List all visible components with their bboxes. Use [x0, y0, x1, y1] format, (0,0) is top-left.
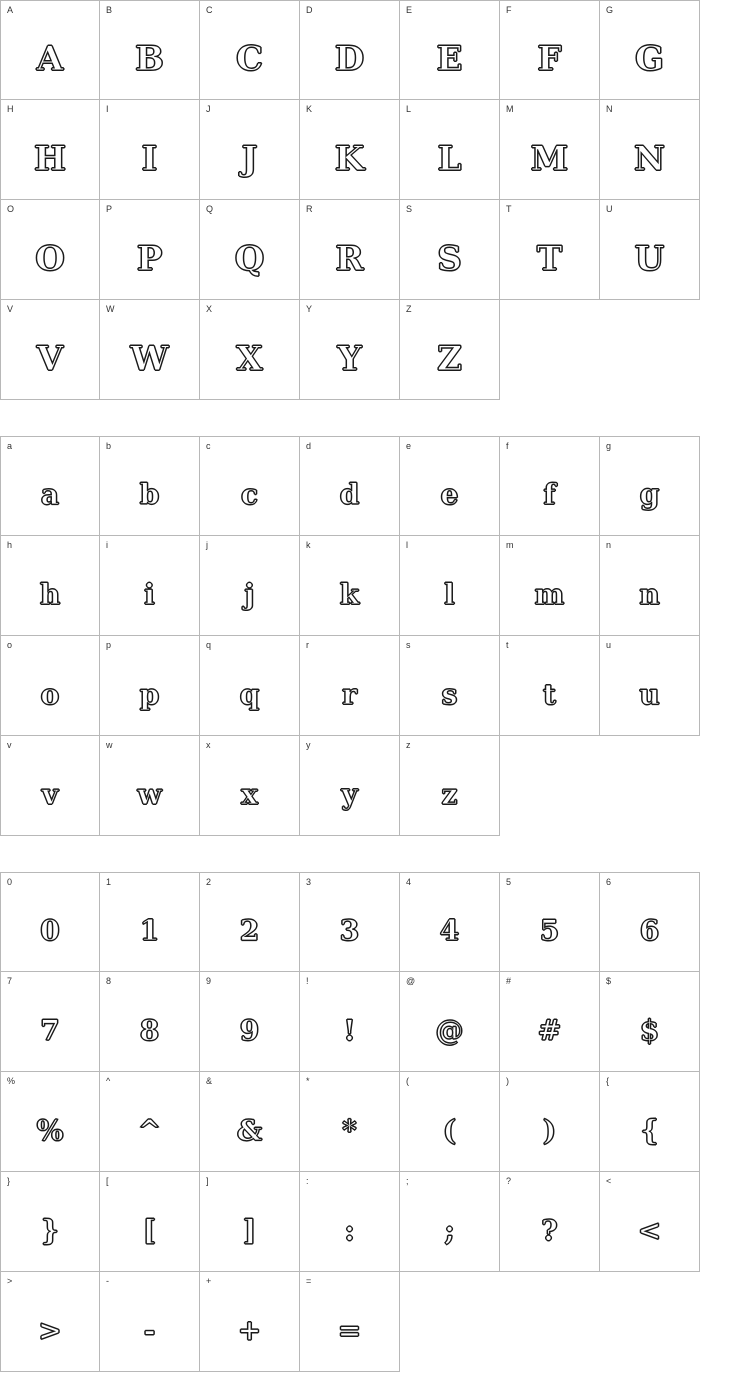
- glyph-render: ]: [242, 1213, 257, 1247]
- glyph-code-label: ;: [406, 1176, 409, 1186]
- glyph-render: K: [334, 138, 365, 179]
- glyph-cell[interactable]: [400, 636, 500, 736]
- glyph-cell[interactable]: [0, 436, 100, 536]
- glyph-cell[interactable]: [300, 300, 400, 400]
- glyph-cell[interactable]: [400, 872, 500, 972]
- glyph-code-label: H: [7, 104, 14, 114]
- glyph-block-digits-and-symbols: [0, 872, 740, 1372]
- glyph-code-label: u: [606, 640, 612, 650]
- glyph-code-label: ]: [206, 1176, 209, 1186]
- glyph-code-label: A: [7, 5, 14, 15]
- glyph-cell-empty: [600, 736, 700, 836]
- glyph-cell[interactable]: [100, 0, 200, 100]
- glyph-cell[interactable]: [200, 200, 300, 300]
- glyph-render: G: [634, 39, 665, 79]
- glyph-code-label: }: [7, 1176, 11, 1186]
- glyph-cell[interactable]: [200, 100, 300, 200]
- glyph-render: N: [633, 138, 666, 179]
- glyph-code-label: q: [206, 640, 212, 650]
- glyph-render: <: [637, 1213, 662, 1247]
- glyph-render: W: [130, 338, 169, 379]
- glyph-code-label: l: [406, 540, 408, 550]
- glyph-cell[interactable]: [500, 1172, 600, 1272]
- glyph-render: X: [236, 338, 263, 379]
- glyph-render: e: [440, 478, 459, 511]
- glyph-cell[interactable]: [0, 872, 100, 972]
- glyph-code-label: 5: [506, 877, 512, 887]
- glyph-cell[interactable]: [100, 536, 200, 636]
- glyph-code-label: n: [606, 540, 612, 550]
- glyph-render: 0: [40, 914, 60, 947]
- glyph-render: Y: [337, 338, 362, 379]
- glyph-cell[interactable]: [0, 200, 100, 300]
- glyph-code-label: <: [606, 1176, 612, 1186]
- glyph-cell[interactable]: [400, 0, 500, 100]
- glyph-cell[interactable]: [300, 100, 400, 200]
- glyph-code-label: &: [206, 1076, 213, 1086]
- glyph-render: h: [39, 577, 61, 611]
- glyph-cell[interactable]: [200, 300, 300, 400]
- glyph-cell[interactable]: [600, 636, 700, 736]
- glyph-cell[interactable]: [600, 100, 700, 200]
- glyph-render: l: [444, 577, 455, 611]
- glyph-cell[interactable]: [300, 736, 400, 836]
- glyph-render: g: [639, 478, 660, 511]
- glyph-code-label: 7: [7, 976, 13, 986]
- glyph-cell-empty: [600, 300, 700, 400]
- glyph-code-label: Q: [206, 204, 214, 214]
- glyph-code-label: s: [406, 640, 411, 650]
- glyph-code-label: 0: [7, 877, 13, 887]
- glyph-cell[interactable]: [300, 1172, 400, 1272]
- glyph-block-lowercase-letters: [0, 436, 740, 836]
- glyph-cell[interactable]: [400, 100, 500, 200]
- glyph-render: F: [537, 39, 562, 79]
- glyph-cell[interactable]: [200, 0, 300, 100]
- glyph-cell[interactable]: [100, 1072, 200, 1172]
- glyph-render: %: [36, 1113, 64, 1147]
- glyph-render: Z: [437, 338, 462, 379]
- block-separator: [0, 836, 740, 872]
- glyph-render: 3: [339, 914, 360, 947]
- glyph-code-label: e: [406, 441, 412, 451]
- glyph-render: 8: [139, 1013, 160, 1047]
- glyph-code-label: (: [406, 1076, 409, 1086]
- glyph-render: ?: [541, 1213, 558, 1247]
- glyph-render: n: [639, 577, 660, 611]
- glyph-row: [0, 1172, 740, 1272]
- glyph-cell[interactable]: [300, 436, 400, 536]
- glyph-cell[interactable]: [0, 1272, 100, 1372]
- glyph-render: j: [244, 577, 255, 611]
- glyph-render: 9: [239, 1013, 260, 1047]
- glyph-row: [0, 1272, 740, 1372]
- glyph-render: H: [33, 138, 67, 179]
- glyph-cell[interactable]: [100, 1172, 200, 1272]
- glyph-cell[interactable]: [0, 1172, 100, 1272]
- glyph-cell[interactable]: [0, 736, 100, 836]
- glyph-code-label: ): [506, 1076, 509, 1086]
- glyph-cell[interactable]: [100, 100, 200, 200]
- glyph-cell-empty: [500, 736, 600, 836]
- glyph-code-label: y: [306, 740, 311, 750]
- glyph-render: -: [143, 1313, 156, 1347]
- glyph-cell[interactable]: [600, 436, 700, 536]
- glyph-render: A: [36, 39, 64, 79]
- glyph-code-label: %: [7, 1076, 16, 1086]
- glyph-code-label: >: [7, 1276, 13, 1286]
- glyph-code-label: ^: [106, 1076, 111, 1086]
- glyph-render: T: [536, 238, 563, 279]
- glyph-render: #: [537, 1013, 562, 1047]
- glyph-code-label: v: [7, 740, 12, 750]
- glyph-render: P: [136, 238, 163, 279]
- glyph-code-label: $: [606, 976, 612, 986]
- glyph-render: p: [139, 677, 160, 711]
- glyph-cell[interactable]: [400, 200, 500, 300]
- glyph-code-label: 6: [606, 877, 612, 887]
- glyph-code-label: F: [506, 5, 512, 15]
- glyph-code-label: 2: [206, 877, 212, 887]
- glyph-code-label: d: [306, 441, 312, 451]
- glyph-code-label: m: [506, 540, 514, 550]
- glyph-render: v: [41, 777, 59, 811]
- glyph-cell[interactable]: [600, 872, 700, 972]
- glyph-cell[interactable]: [300, 536, 400, 636]
- glyph-render: 6: [639, 914, 660, 947]
- glyph-render: >: [38, 1313, 62, 1347]
- glyph-render: U: [634, 238, 665, 279]
- glyph-cell[interactable]: [0, 636, 100, 736]
- glyph-code-label: b: [106, 441, 112, 451]
- glyph-block-uppercase-letters: [0, 0, 740, 400]
- glyph-row: [0, 636, 740, 736]
- glyph-code-label: g: [606, 441, 612, 451]
- glyph-cell[interactable]: [600, 200, 700, 300]
- glyph-render: C: [235, 39, 264, 79]
- glyph-cell[interactable]: [300, 1072, 400, 1172]
- glyph-cell[interactable]: [400, 536, 500, 636]
- glyph-render: w: [137, 777, 162, 811]
- glyph-cell[interactable]: [200, 872, 300, 972]
- glyph-render: Q: [234, 238, 265, 279]
- glyph-code-label: J: [206, 104, 211, 114]
- glyph-code-label: C: [206, 5, 213, 15]
- glyph-cell[interactable]: [0, 972, 100, 1072]
- glyph-render: V: [36, 338, 64, 379]
- glyph-cell[interactable]: [100, 736, 200, 836]
- glyph-cell[interactable]: [500, 436, 600, 536]
- glyph-code-label: I: [106, 104, 109, 114]
- glyph-cell[interactable]: [500, 972, 600, 1072]
- glyph-row: [0, 0, 740, 100]
- glyph-code-label: w: [106, 740, 113, 750]
- glyph-cell[interactable]: [100, 636, 200, 736]
- glyph-render: ^: [137, 1113, 162, 1147]
- glyph-cell[interactable]: [600, 1072, 700, 1172]
- glyph-code-label: @: [406, 976, 416, 986]
- glyph-cell-empty: [500, 1272, 600, 1372]
- glyph-cell[interactable]: [200, 1072, 300, 1172]
- glyph-cell[interactable]: [500, 0, 600, 100]
- glyph-render: ;: [444, 1213, 455, 1247]
- glyph-cell[interactable]: [100, 436, 200, 536]
- glyph-cell-empty: [400, 1272, 500, 1372]
- glyph-cell[interactable]: [400, 972, 500, 1072]
- glyph-render: f: [543, 478, 556, 511]
- glyph-render: *: [342, 1113, 357, 1147]
- glyph-code-label: k: [306, 540, 311, 550]
- glyph-code-label: {: [606, 1076, 610, 1086]
- glyph-code-label: z: [406, 740, 411, 750]
- glyph-code-label: R: [306, 204, 313, 214]
- glyph-code-label: 4: [406, 877, 412, 887]
- glyph-code-label: P: [106, 204, 113, 214]
- glyph-render: q: [239, 677, 260, 711]
- glyph-render: 2: [239, 914, 260, 947]
- glyph-render: r: [342, 677, 357, 711]
- glyph-render: 1: [139, 914, 160, 947]
- glyph-render: m: [534, 577, 565, 611]
- glyph-code-label: K: [306, 104, 313, 114]
- glyph-cell[interactable]: [0, 1072, 100, 1172]
- glyph-render: 5: [539, 914, 560, 947]
- glyph-cell[interactable]: [300, 972, 400, 1072]
- glyph-render: 4: [439, 914, 460, 947]
- glyph-code-label: N: [606, 104, 613, 114]
- glyph-cell[interactable]: [400, 1072, 500, 1172]
- glyph-code-label: W: [106, 304, 115, 314]
- glyph-code-label: 8: [106, 976, 112, 986]
- glyph-code-label: L: [406, 104, 412, 114]
- glyph-code-label: S: [406, 204, 413, 214]
- glyph-render: J: [241, 138, 258, 179]
- glyph-render: d: [339, 478, 360, 511]
- glyph-code-label: *: [306, 1076, 310, 1086]
- glyph-render: y: [341, 777, 358, 811]
- glyph-render: I: [141, 138, 158, 179]
- glyph-render: (: [442, 1113, 457, 1147]
- glyph-code-label: Z: [406, 304, 412, 314]
- glyph-row: [0, 200, 740, 300]
- glyph-cell[interactable]: [600, 972, 700, 1072]
- glyph-code-label: !: [306, 976, 309, 986]
- glyph-code-label: D: [306, 5, 313, 15]
- glyph-code-label: [: [106, 1176, 109, 1186]
- glyph-render: b: [139, 478, 160, 511]
- glyph-cell[interactable]: [0, 100, 100, 200]
- glyph-cell[interactable]: [500, 636, 600, 736]
- glyph-cell[interactable]: [600, 1172, 700, 1272]
- glyph-render: x: [241, 777, 258, 811]
- glyph-code-label: V: [7, 304, 14, 314]
- glyph-code-label: E: [406, 5, 413, 15]
- glyph-render: +: [237, 1313, 262, 1347]
- glyph-render: D: [334, 39, 365, 79]
- glyph-render: &: [236, 1113, 263, 1147]
- glyph-cell[interactable]: [100, 200, 200, 300]
- glyph-code-label: O: [7, 204, 15, 214]
- glyph-render: }: [40, 1213, 59, 1247]
- glyph-code-label: c: [206, 441, 211, 451]
- glyph-cell[interactable]: [400, 300, 500, 400]
- block-separator: [0, 400, 740, 436]
- glyph-row: [0, 1072, 740, 1172]
- glyph-row: [0, 972, 740, 1072]
- glyph-code-label: a: [7, 441, 13, 451]
- glyph-render: 7: [40, 1013, 60, 1047]
- glyph-render: {: [640, 1113, 659, 1147]
- glyph-code-label: p: [106, 640, 112, 650]
- glyph-cell[interactable]: [200, 1272, 300, 1372]
- glyph-render: !: [343, 1013, 356, 1047]
- glyph-cell[interactable]: [500, 1072, 600, 1172]
- glyph-row: [0, 300, 740, 400]
- glyph-code-label: x: [206, 740, 211, 750]
- glyph-cell[interactable]: [400, 436, 500, 536]
- glyph-code-label: 1: [106, 877, 112, 887]
- glyph-render: k: [339, 577, 360, 611]
- glyph-code-label: 9: [206, 976, 212, 986]
- glyph-render: a: [40, 478, 60, 511]
- glyph-render: L: [437, 138, 462, 179]
- glyph-cell-empty: [500, 300, 600, 400]
- glyph-cell[interactable]: [500, 100, 600, 200]
- glyph-render: s: [441, 677, 458, 711]
- glyph-code-label: :: [306, 1176, 309, 1186]
- glyph-cell[interactable]: [100, 872, 200, 972]
- glyph-cell[interactable]: [100, 300, 200, 400]
- glyph-render: c: [240, 478, 259, 511]
- glyph-render: [: [142, 1213, 157, 1247]
- glyph-code-label: X: [206, 304, 213, 314]
- glyph-cell[interactable]: [100, 1272, 200, 1372]
- glyph-cell[interactable]: [200, 436, 300, 536]
- glyph-cell[interactable]: [0, 0, 100, 100]
- glyph-row: [0, 872, 740, 972]
- glyph-code-label: i: [106, 540, 108, 550]
- glyph-cell[interactable]: [500, 872, 600, 972]
- glyph-cell[interactable]: [0, 536, 100, 636]
- glyph-cell[interactable]: [500, 536, 600, 636]
- glyph-render: S: [437, 238, 462, 279]
- glyph-cell[interactable]: [200, 972, 300, 1072]
- glyph-render: @: [435, 1013, 464, 1047]
- glyph-code-label: t: [506, 640, 509, 650]
- glyph-render: M: [530, 138, 569, 179]
- glyph-code-label: U: [606, 204, 613, 214]
- glyph-row: [0, 436, 740, 536]
- glyph-code-label: f: [506, 441, 509, 451]
- glyph-cell[interactable]: [200, 536, 300, 636]
- glyph-render: o: [40, 677, 60, 711]
- glyph-code-label: T: [506, 204, 512, 214]
- glyph-cell[interactable]: [400, 736, 500, 836]
- glyph-code-label: G: [606, 5, 614, 15]
- glyph-row: [0, 100, 740, 200]
- glyph-code-label: ?: [506, 1176, 512, 1186]
- glyph-row: [0, 536, 740, 636]
- glyph-cell[interactable]: [300, 636, 400, 736]
- glyph-cell[interactable]: [300, 872, 400, 972]
- glyph-cell[interactable]: [500, 200, 600, 300]
- glyph-cell[interactable]: [300, 0, 400, 100]
- glyph-cell[interactable]: [200, 636, 300, 736]
- glyph-cell[interactable]: [200, 736, 300, 836]
- glyph-cell-empty: [600, 1272, 700, 1372]
- glyph-code-label: -: [106, 1276, 109, 1286]
- glyph-code-label: j: [206, 540, 208, 550]
- glyph-code-label: Y: [306, 304, 313, 314]
- glyph-code-label: o: [7, 640, 13, 650]
- glyph-render: i: [144, 577, 155, 611]
- glyph-code-label: B: [106, 5, 113, 15]
- glyph-cell[interactable]: [200, 1172, 300, 1272]
- glyph-cell[interactable]: [600, 0, 700, 100]
- glyph-code-label: h: [7, 540, 13, 550]
- glyph-code-label: +: [206, 1276, 212, 1286]
- glyph-render: $: [639, 1013, 660, 1047]
- glyph-cell[interactable]: [600, 536, 700, 636]
- glyph-render: B: [135, 39, 164, 79]
- glyph-render: =: [337, 1313, 362, 1347]
- glyph-render: :: [344, 1213, 355, 1247]
- glyph-render: u: [639, 677, 660, 711]
- glyph-render: E: [436, 39, 463, 79]
- glyph-render: t: [543, 677, 556, 711]
- glyph-render: O: [35, 238, 65, 279]
- glyph-cell[interactable]: [0, 300, 100, 400]
- glyph-render: z: [441, 777, 458, 811]
- glyph-code-label: #: [506, 976, 512, 986]
- glyph-code-label: M: [506, 104, 514, 114]
- glyph-code-label: =: [306, 1276, 312, 1286]
- glyph-render: ): [542, 1113, 557, 1147]
- glyph-render: R: [335, 238, 364, 279]
- glyph-cell[interactable]: [100, 972, 200, 1072]
- glyph-row: [0, 736, 740, 836]
- glyph-cell[interactable]: [400, 1172, 500, 1272]
- glyph-cell[interactable]: [300, 200, 400, 300]
- glyph-cell[interactable]: [300, 1272, 400, 1372]
- glyph-code-label: r: [306, 640, 309, 650]
- glyph-code-label: 3: [306, 877, 312, 887]
